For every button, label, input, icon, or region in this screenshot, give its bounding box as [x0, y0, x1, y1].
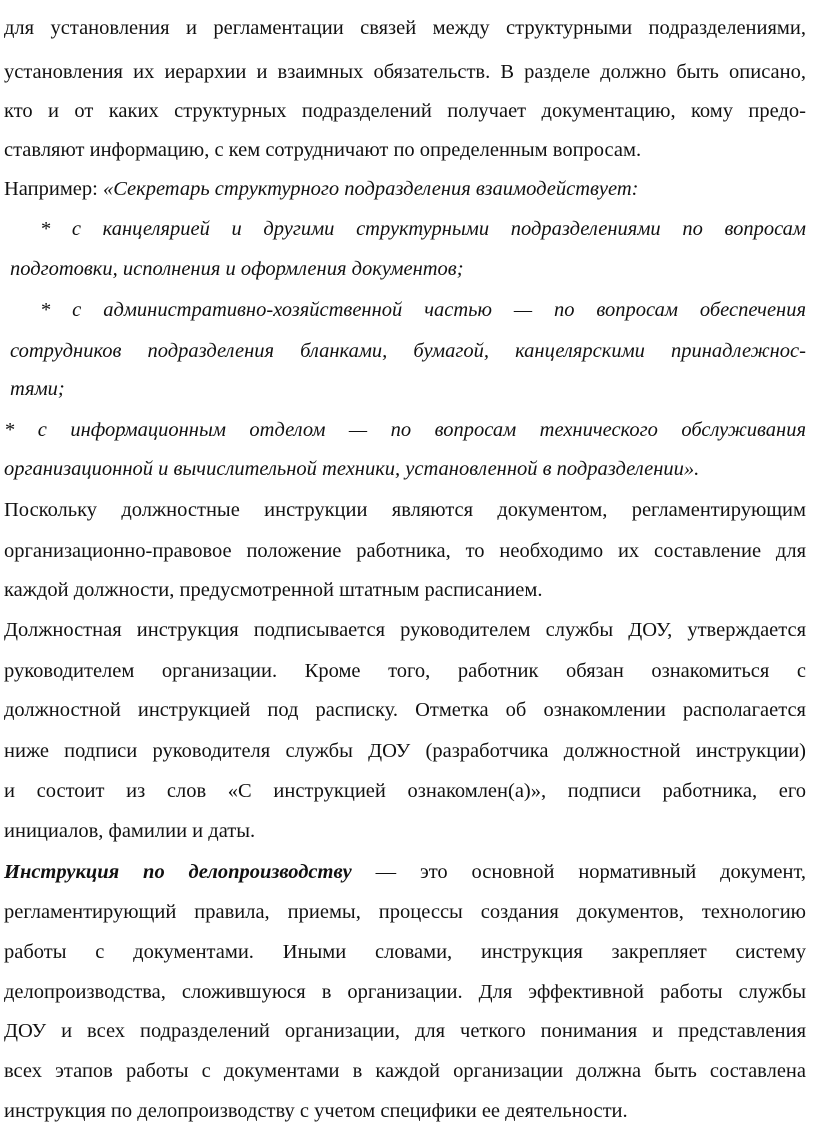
bullet-line: организационной и вычислительной техники, установленной в подразделении».	[4, 458, 700, 480]
text-line: работы с документами. Иными словами, инструкция закрепляет систему	[4, 941, 806, 963]
definition-text: — это основной нормативный документ,	[351, 861, 806, 883]
example-intro-line	[4, 175, 806, 203]
text-line: всех этапов работы с документами в каждой организации должна быть составлена	[4, 1060, 806, 1082]
text-line: Должностная инструкция подписывается руководителем службы ДОУ, утверждается	[4, 619, 806, 641]
text-line: установления их иерархии и взаимных обязательств. В разделе должно быть описано,	[4, 61, 806, 83]
bullet-line: подготовки, исполнения и оформления документов;	[10, 258, 464, 280]
bullet-line: тями;	[10, 378, 65, 400]
text-line: для установления и регламентации связей между структурными подразделениями,	[4, 17, 806, 39]
text-line: должностной инструкцией под расписку. Отметка об ознакомлении располагается	[4, 699, 806, 721]
text-line: инициалов, фамилии и даты.	[4, 820, 256, 842]
example-quote-start: «Секретарь структурного подразделения взаимодействует:	[102, 178, 639, 200]
bullet-line: сотрудников подразделения бланками, бумагой, канцелярскими принадлежнос-	[10, 340, 806, 362]
text-line: кто и от каких структурных подразделений получает документацию, кому предо-	[4, 100, 806, 122]
text-line: организационно-правовое положение работника, то необходимо их составление для	[4, 540, 806, 562]
text-line: и состоит из слов «С инструкцией ознакомлен(а)», подписи работника, его	[4, 780, 806, 802]
text-line: регламентирующий правила, приемы, процессы создания документов, технологию	[4, 901, 806, 923]
text-line: ДОУ и всех подразделений организации, для четкого понимания и представления	[4, 1020, 806, 1042]
bullet-line: * с канцелярией и другими структурными подразделениями по вопросам	[40, 218, 806, 240]
text-line: ниже подписи руководителя службы ДОУ (разработчика должностной инструкции)	[4, 740, 806, 762]
definition-line	[4, 858, 806, 886]
text-line: Поскольку должностные инструкции являются документом, регламентирующим	[4, 499, 806, 521]
bullet-line: * с информационным отделом — по вопросам технического обслуживания	[4, 419, 806, 441]
text-line: ставляют информацию, с кем сотрудничают по определенным вопросам.	[4, 139, 642, 161]
defined-term: Инструкция по делопроизводству	[4, 861, 352, 883]
text-line: инструкция по делопроизводству с учетом специфики ее деятельности.	[4, 1100, 628, 1122]
text-line: каждой должности, предусмотренной штатным расписанием.	[4, 579, 543, 601]
bullet-line: * с административно-хозяйственной частью — по вопросам обеспечения	[40, 299, 806, 321]
text-line: руководителем организации. Кроме того, работник обязан ознакомиться с	[4, 660, 806, 682]
text-line: делопроизводства, сложившуюся в организации. Для эффективной работы службы	[4, 981, 806, 1003]
example-prefix: Например:	[4, 178, 103, 200]
